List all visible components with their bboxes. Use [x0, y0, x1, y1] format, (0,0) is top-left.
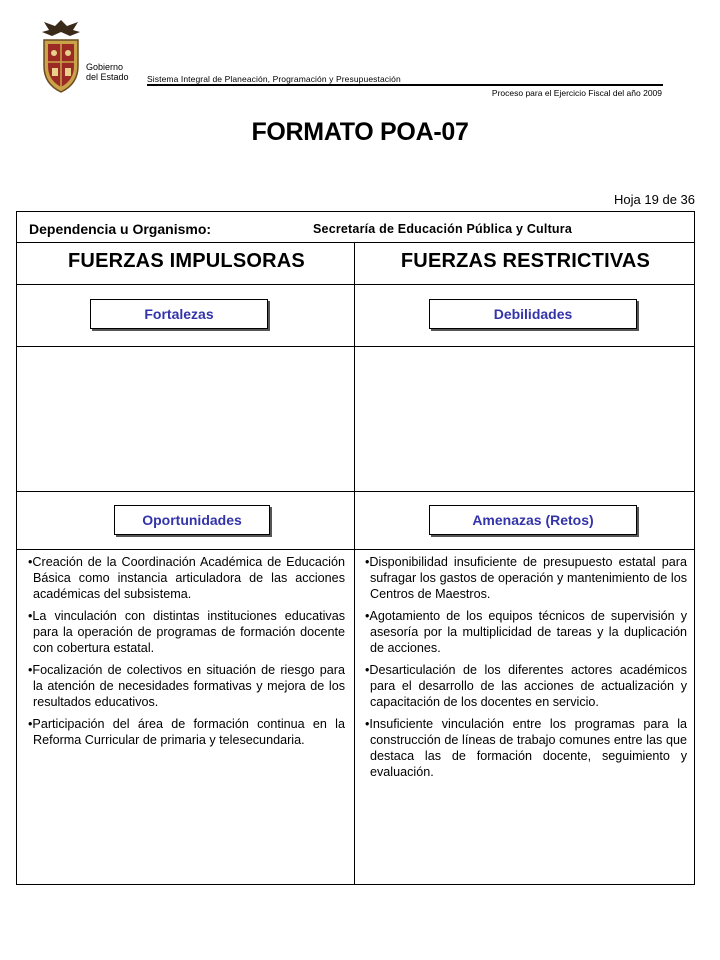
list-item: • La vinculación con distintas instituciones educativas para la operación de programas de formación docente con cobertura estatal.: [28, 608, 345, 656]
row-divider: [17, 491, 694, 492]
system-name: Sistema Integral de Planeación, Programación y Presupuestación: [147, 74, 401, 84]
dependency-value: Secretaría de Educación Pública y Cultura: [313, 222, 572, 236]
government-label: Gobierno del Estado: [86, 62, 129, 82]
list-item: • Focalización de colectivos en situación de riesgo para la atención de necesidades formativas y mejora de los resultados educativos.: [28, 662, 345, 710]
swot-table: [16, 211, 695, 885]
amenazas-label: Amenazas (Retos): [429, 505, 637, 535]
right-column-heading: FUERZAS RESTRICTIVAS: [400, 250, 651, 272]
row-divider: [17, 549, 694, 550]
debilidades-label: Debilidades: [429, 299, 637, 329]
row-divider: [17, 242, 694, 243]
oportunidades-label: Oportunidades: [114, 505, 270, 535]
column-divider: [354, 242, 355, 885]
list-item: • Agotamiento de los equipos técnicos de supervisión y asesoría por la multiplicidad de tareas y la duplicación de acciones.: [365, 608, 687, 656]
page-title: FORMATO POA-07: [251, 118, 469, 146]
fiscal-process: Proceso para el Ejercicio Fiscal del año 2009: [491, 88, 662, 98]
sheet-number: Hoja 19 de 36: [614, 192, 695, 207]
amenazas-list: [365, 554, 687, 786]
list-item: • Participación del área de formación continua en la Reforma Curricular de primaria y telesecundaria.: [28, 716, 345, 748]
dependency-label: Dependencia u Organismo:: [29, 221, 212, 237]
debilidades-content: [355, 347, 694, 491]
oportunidades-list: [28, 554, 345, 754]
list-item: • Insuficiente vinculación entre los programas para la construcción de líneas de trabajo comunes entre las que destaca las de formación docente, seguimiento y evaluación.: [365, 716, 687, 780]
header-rule: [147, 84, 663, 86]
fortalezas-label: Fortalezas: [90, 299, 268, 329]
list-item: • Desarticulación de los diferentes actores académicos para el desarrollo de las acciones de actualización y capacitación de los docentes en servicio.: [365, 662, 687, 710]
fortalezas-content: [17, 347, 354, 491]
list-item: • Creación de la Coordinación Académica de Educación Básica como instancia articuladora de las acciones académicas del subsistema.: [28, 554, 345, 602]
state-coat-of-arms-icon: [38, 18, 84, 96]
left-column-heading: FUERZAS IMPULSORAS: [68, 250, 305, 272]
list-item: • Disponibilidad insuficiente de presupuesto estatal para sufragar los gastos de operación y mantenimiento de los Centros de Maestros.: [365, 554, 687, 602]
row-divider: [17, 284, 694, 285]
